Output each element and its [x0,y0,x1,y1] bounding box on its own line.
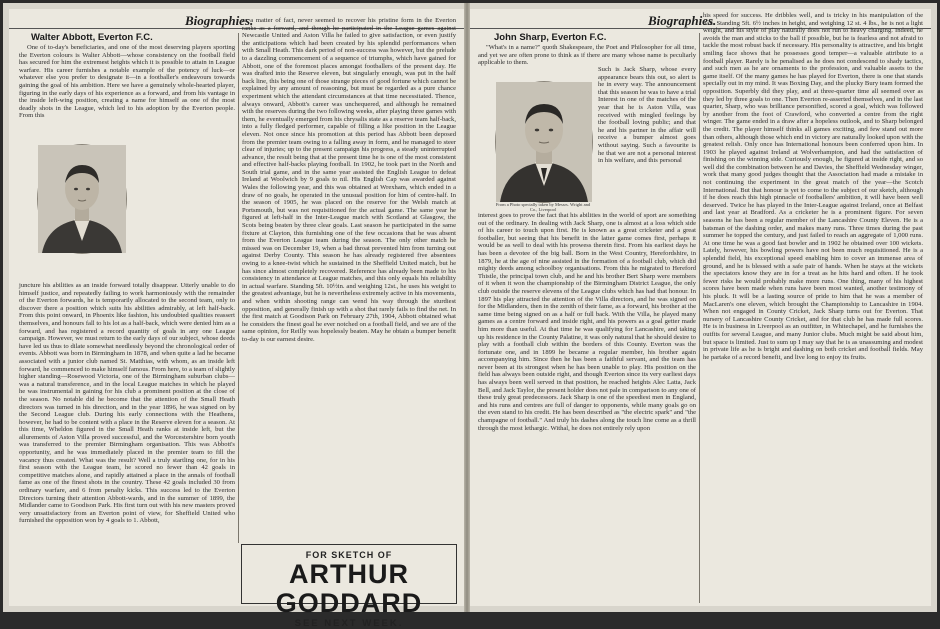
column-divider [699,33,700,603]
next-week-ad [241,544,457,629]
right-col1-intro-text: "What's in a name?" quoth Shakespeare, the Poet and Philosopher for all time, and yet we are often prone to think as if there are many whose name is peculiarly applicable to them. [478,44,696,67]
left-col2 [242,17,456,539]
right-col1-body [478,212,696,602]
right-page [470,9,931,606]
right-page-header: Biographies. [648,13,717,28]
left-col1-body [19,282,235,602]
left-col1-body-text: juncture his abilities as an inside forward totally disappear. Utterly unable to do himself justice, and repeatedly failing to work harmoniously with the remainder of the Everton forwards, he is temporarily allocated to the second team, only to discover there a position which suits his abilities admirably, at left half-back. From this point onward, in Phoenix like fashion, his undoubted qualities reassert themselves, and honours fall to his lot as a half-back, which were denied him as a forward, and has registered a record quantity of goals in any one League campaign. However, we must return to the early days of our subject, whose deeds have led us thus to dilate somewhat needlessly beyond the chronological order of events. Abbott was born in Birmingham in 1878, and when quite a lad he became associated with a junior club named St. Matthias, with whom, as an inside left forward, he commenced to make himself famous. From here, to a team of slightly higher standing—Rosewood Victoria, one of the Birmingham suburban clubs—was a natural transference, and in the local League matches in which he played he was instrumental in gaining for his club a prominent position at the close of the season. No notable did he become that the attention of the Small Heath directors was turned in his direction, and in the year 1896, he was signed on by the Second League club. During his early connections with the Heathens, however, he had to be content with a place in the Reserve eleven for a season. At this time, Wheldon figured in the Small Heath ranks at inside left, but the allurements of Aston Villa proved successful, and the Worcestershire born youth was transferred to the premier Birmingham organisation. This was Abbott's opportunity, and he was immediately placed in the premier team to fill the vacancy thus created. What was the result? Well a truly startling one, for in his first season with the League team, he scored no fewer than 42 goals in competitive matches alone, and rapidly attained a place in the annals of football fame as one of the finest shots in the country. These 42 goals included 30 from ordinary warfare, and 6 from penalty kicks. This success led to the Everton Directors turning their attention Abbott-wards, and in the summer of 1899, the Midlander came to Goodison Park. His first turn out with his new masters proved very unsatisfactory from an Everton point of view, for Sheffield United who furnished the opposition won by 4 goals to 1. Abbott, [19,282,235,525]
column-divider [238,33,239,543]
left-page-header: Biographies. [185,13,254,28]
photo-caption: From a Photo specially taken by Messrs. Wright and Co., Liverpool [495,202,591,212]
ad-line-3: SEE NEXT WEEK. [294,618,404,629]
right-col1-body-text: interest goes to prove the fact that his abilities in the world of sport are something out of the ordinary. In dealing with Jack Sharp, one is almost at a loss which side of his career to touch upon first. He is known as a great cricketer and a great footballer, but seeing that his benefit in the latter game comes first, perhaps it would be as well to deal with his prowess therein first. From his earliest days he has been a devotee of the big ball. Born in the West Country, Herefordshire, in 1879, he at the age of nine assisted in the formation of a football club, which did mighty deeds among schoolboy organisations. From this he migrated to Hereford Thistle, the principal town club, and he and his brother Bert Sharp were members of it when it won the championship of the Birmingham District League, the only club outside the reserve elevens of the League clubs which has had that honour. In 1897 his play attracted the attention of the Villa directors, and he was signed on for the Midlanders, then in the zenith of their fame, as a forward, his brother at the same time being signed on as a half or full back. With the Villa, he played many games as a centre forward and inside right, and his powers as a goal getter made him more than useful. At that time he was qualifying for Lancashire, and taking up his residence in the County Palatine, it was only natural that he should desire to play with a football club within the borders of this County. Everton was the fortunate one, and in 1899 he became a regular member, his brother again accompanying him. Since then he has been a faithful servant, and the team has never been at its strongest when he has been unable to play. His position on the field has always been outside right, and though Everton since its very earliest days has always been well served in that position, he reached heights Alec Latta, Jack Bell, and Jack Taylor, the present holder does not pale in comparison to any one of these truly great predecessors. Jack Sharp is one of the speediest men in England, and his runs and centres are full of danger to opponents, while many goals go on the even stand to his credit. He has been described as "the electric spark" and "the champagne of football." And truly his dashes along the touch line come as a thrill through the most lethargic. Withal, he does not entirely rely upon [478,212,696,432]
left-page [9,9,464,629]
left-col1-intro [19,44,235,120]
ad-line-1: FOR SKETCH OF [305,550,393,560]
magazine-spread [3,3,937,629]
left-col1-side [133,80,235,282]
right-subheading: John Sharp, Everton F.C. [494,32,607,43]
portrait-icon [37,144,127,254]
right-col1-side [598,66,696,212]
right-col2 [703,12,923,602]
right-col2-text: his speed for success. He dribbles well, and is tricky in his manipulation of the ball. Standing 5ft. 6½ inches in height, and weighing 12 st. 4 lbs., he is not a light weight, and his style of play naturally does not run to heavy charging. Indeed, he avoids the man and sticks to the ball if possible, but he is fearless and not afraid to tackle the most robust back if necessary. His personality is attractive, and his bright smiling face shows that he possesses good temper—a valuable attribute to a football player. Rarely is he penalised as he does not condescend to shady tactics, and such men as he are ornaments to the profession, and valuable assets to the game itself. Of the many games he has played for Everton, there is one that stands specially out in my mind. It was Boxing Day, and the plucky Bury team formed the opposition. Superbly did they play, and at three-quarter time all seemed over as they led by three goals to one. Then Everton re-asserted themselves, and in the last quarter, Sharp, who was brilliance personified, scored a goal, which was followed by another from the foot of Crawford, who converted a centre from the right winger. The game ended in a draw after a hopeless outlook, and to Sharp belonged the credit. The player himself thinks all games exciting, and few stand out more than others, although those which end in victory are naturally looked upon with the greatest relish. Only once has International honours been conferred upon him. In 1903 he played against Ireland at Wolverhampton, and had the satisfaction of finishing on the winning side. Curiously enough, he figured at inside right, and so well did the combination between he and Davies, the Sheffield Wednesday winger, work that many good judges thought that the Association had made a mistake in not continuing the experiment in the great match of the year—the Scotch International. But that honour is yet to come to the subject of our sketch, although if he does reach this high pinnacle of footballers' ambition, it will have been well deserved. Twice he has played in the Inter-League against Ireland, once at Belfast and last year at Bradford. As a cricketer he is a prominent figure. For seven seasons he has been a regular member of the Lancashire County Eleven. He is a batsman of the dashing order, and makes many runs. Three times during the past summer he topped the century, and just failed to reach an aggregate of 1,000 runs. At one time he was a good fast bowler and in 1902 he obtained over 100 wickets. Lately, however, his bowling powers have not been much requisitioned. He is a splendid field, his exceptional speed enabling him to cover an immense area of ground, and he is blessed with a safe pair of hands. When he stays at the wickets the spectators know they are in for a treat as he hits hard and often. If he took fewer risks he would probably make more runs. One thing, many of his highest scores have been made when runs have been most wanted, another testimony of his pluck. It will be a lasting source of pride to him that he was a member of MacLaren's one eleven, which brought the Championship to Lancashire in 1904. When not engaged in County Cricket, Jack Sharp turns out for Everton. That nursery of Lancashire County Cricket, and for that club he has made full scores. He is in business in Liverpool as an outfitter, in Whitechapel, and he furnishes the outfits for several League, and many Junior clubs. Much might be said about him, but space is limited. Just to sum up I may say that he is as unassuming and modest in private life as he is bright and dashing on both cricket and football fields. May he partake of a record benefit, and live long to enjoy its fruits. [703,12,923,361]
left-col2-text: as a matter of fact, never seemed to recover his pristine form in the Everton ranks as a forward, and though he participated in the League games against Newcastle United and Aston Villa he failed to give satisfaction, or even justify the anticipations which had been created by his splendid performances when with Small Heath. This dark period of non-success was however, but the prelude to a dazzling commencement of a sequence of triumphs, which have gained for Abbott, one of the foremost places amongst footballers of the present day. He was drafted into the Reserve eleven, but singularly enough, was put in the half back line, this being one of those strange pieces of good fortune which cannot be explained by any amount of reasoning, but must be regarded as a pure chance experiment which the attendant circumstances at that time necessitated. Thence, always onward, Abbott's career was unchequered, and although he remained with the reserves during the two following weeks, after playing three games with them, he eventually emerged from his chrysalis state as a reserve team half-back, into a fully fledged performer, capable of filling a like position in the League eleven. Not once since his promotion at this period has Abbott been deposed from the premier team owing to a falling away in form, and he managed to steer clear of injuries; up to the present campaign his progress, a steady uninterrupted advance, the result being that at the present time he is one of the most consistent and effective half-backs playing football. In 1902, he took part in the North and South trial game, and in the same year assisted the English League to defeat Ireland at Woolwich by 9 goals to nil. His English Cap was awarded against Wales the following year, and this was obtained at Wrexham, which ended in a draw of no goals, he operated in the unusual position for him of centre-half. In the season of 1905, he was placed on the reserve for the Welsh match at Portsmouth, but was not requisitioned for the actual game. The same year he figured at left-half in the Inter-League match with Scotland at Glasgow, the Scots being beaten by three clear goals. Last season he participated in the same fixture at Clayton, this furnishing one of the few occasions that he was absent from the Everton League team during the season. The only other match he missed was on December 19, when a bad throat prevented him from turning out against Derby County. This season he has already registered five absentees owing to a knee-twist which he sustained in the Sheffield United match, but he has since almost completely recovered. Reference has already been made to his consistency in attendance at League matches, and this only equals his reliability in actual warfare. Standing 5ft. 10½in. and weighing 12st., he uses his weight to the greatest advantage, but he is nevertheless extremely active in his movements, and when within shooting range can wend his way through the sturdiest opposition, and generally finish up with a shot that rarely fails to find the net. In the first match at Goodison Park on February 27th, 1904, Abbott obtained what he considers the finest goal he ever notched on a football field, and we are of the same opinion, for Reilly was hopelessly beaten. May he obtain a bumper benefit to-day is our earnest desire. [242,17,456,343]
portrait-icon [495,81,593,203]
ad-line-2: ARTHUR GODDARD [275,559,423,618]
left-col1-intro-text: One of to-day's beneficiaries, and one of the most deserving players sporting the Everton colours is Walter Abbott—whose consistency on the football field has secured for him the extremest heights which it is possible to attain in League warfare. His career furnishes a notable example of the potency of luck—or whatever else you prefer to designate it—in a footballer's endeavours towards gaining the goal of his ambition. Here we have a genuinely whole-hearted player, figuring in the early days of his experience as a forward, and from his vantage in the inside left-wing position, creating a name for himself as one of the most deadly shots in the League, which led to his adoption by the Everton people. From this [19,44,235,120]
right-col1-side-text: Such is Jack Sharp, whose every appearance bears this out, so alert is he in every way. The announcement that this season he was to have a trial Interest in one of the matches of the year that he is Aston Villa, was received with mingled feelings by the football loving public; and that he and his partner in the affair will receive a bumper almost goes without saying. Such a favourite is he that we are not a personal interest in his welfare, and this personal [598,66,696,165]
left-subheading: Walter Abbott, Everton F.C. [31,32,153,43]
right-col1-intro [478,44,696,66]
